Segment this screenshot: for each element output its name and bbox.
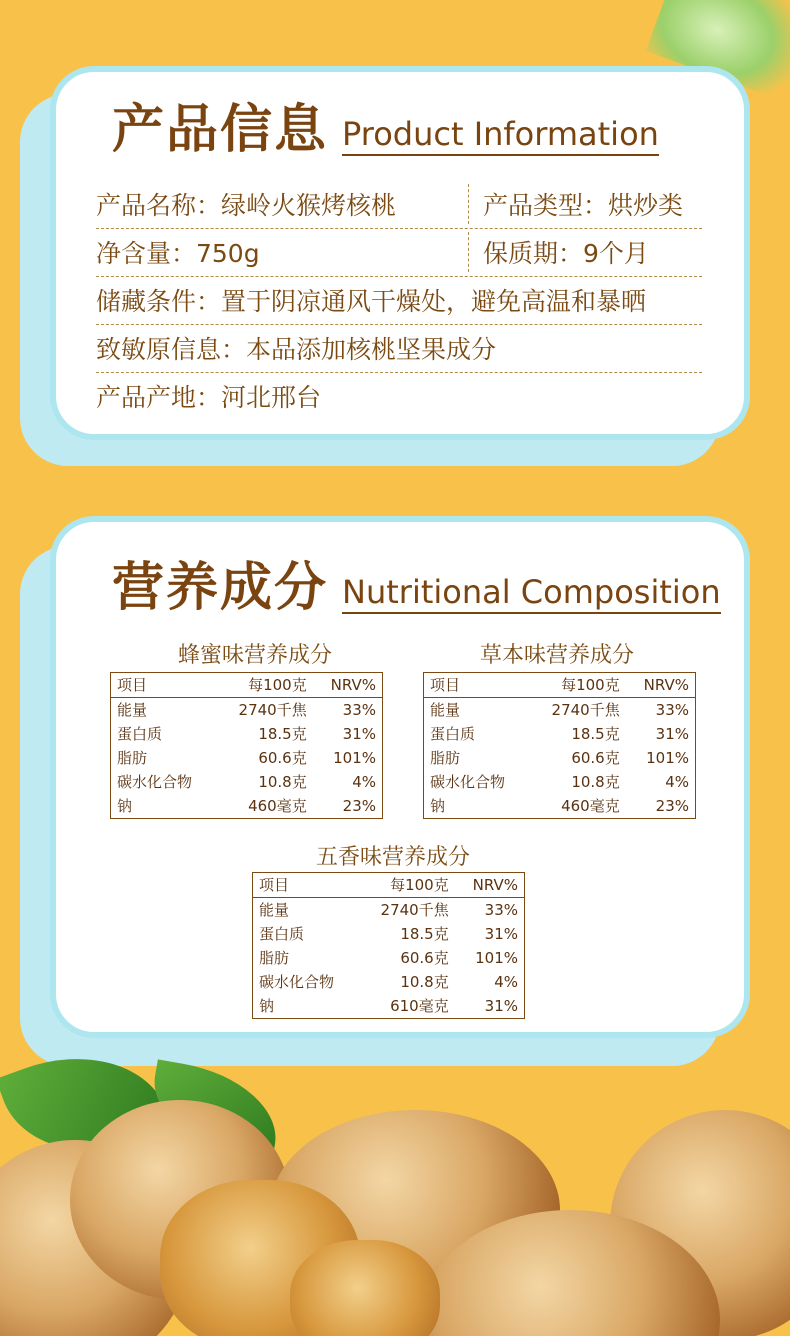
net-weight: 净含量：750g: [96, 239, 260, 268]
nutrient-amount: 10.8克: [400, 973, 449, 991]
nutrient-name: 钠: [259, 997, 275, 1015]
nutrient-nrv: 31%: [484, 925, 518, 943]
nutrition-title-cn: 营养成分: [112, 558, 329, 618]
nutrient-nrv: 4%: [352, 773, 376, 791]
nutrient-name: 脂肪: [430, 749, 461, 767]
header-per100g: 每100克: [358, 873, 455, 898]
nutrient-name: 碳水化合物: [430, 773, 506, 791]
nutrient-amount: 60.6克: [400, 949, 449, 967]
nutrient-name: 能量: [259, 901, 290, 919]
nutrient-amount: 18.5克: [571, 725, 620, 743]
nutrient-amount: 10.8克: [258, 773, 307, 791]
shelf-life: 保质期：9个月: [483, 239, 649, 268]
nutrient-name: 能量: [117, 701, 148, 719]
header-item: 项目: [253, 873, 359, 898]
nutrient-nrv: 33%: [342, 701, 376, 719]
walnut-illustration: [0, 1040, 790, 1336]
nutrient-name: 碳水化合物: [259, 973, 335, 991]
nutrient-nrv: 31%: [342, 725, 376, 743]
nutrient-nrv: 101%: [475, 949, 518, 967]
spiced-flavor-title: 五香味营养成分: [315, 845, 470, 870]
herbal-flavor-title: 草本味营养成分: [479, 643, 634, 668]
nutrient-nrv: 101%: [646, 749, 689, 767]
header-per100g: 每100克: [216, 673, 313, 698]
nutrient-nrv: 31%: [655, 725, 689, 743]
nutrient-nrv: 31%: [484, 997, 518, 1015]
nutrient-nrv: 23%: [342, 797, 376, 815]
nutrient-name: 蛋白质: [430, 725, 476, 743]
nutrient-nrv: 4%: [665, 773, 689, 791]
table-row: [424, 746, 696, 770]
table-row: [111, 770, 383, 794]
spiced-nutrition-table: [252, 872, 525, 1019]
herbal-nutrition-table: [423, 672, 696, 819]
nutrient-nrv: 4%: [494, 973, 518, 991]
product-info-title-en: Product Information: [342, 117, 659, 156]
info-divider: [468, 232, 469, 272]
nutrition-heading: [112, 558, 721, 618]
nutrient-name: 钠: [430, 797, 446, 815]
product-info-title-cn: 产品信息: [112, 100, 329, 160]
nutrient-nrv: 33%: [655, 701, 689, 719]
table-row: [253, 970, 525, 994]
table-row: [111, 722, 383, 746]
header-item: 项目: [424, 673, 530, 698]
nutrient-amount: 460毫克: [561, 797, 620, 815]
nutrient-name: 脂肪: [259, 949, 290, 967]
table-header-row: [424, 673, 696, 698]
info-divider: [468, 184, 469, 224]
table-row: [253, 994, 525, 1019]
info-row-origin: [96, 372, 702, 420]
nutrient-amount: 610毫克: [390, 997, 449, 1015]
info-row-storage: [96, 276, 702, 325]
honey-nutrition-table: [110, 672, 383, 819]
header-nrv: NRV%: [313, 673, 383, 698]
table-row: [424, 794, 696, 819]
nutrient-name: 能量: [430, 701, 461, 719]
table-row: [111, 746, 383, 770]
nutrient-amount: 10.8克: [571, 773, 620, 791]
header-nrv: NRV%: [626, 673, 696, 698]
table-row: [111, 698, 383, 723]
nutrient-nrv: 33%: [484, 901, 518, 919]
table-header-row: [253, 873, 525, 898]
table-header-row: [111, 673, 383, 698]
nutrient-name: 脂肪: [117, 749, 148, 767]
table-row: [424, 770, 696, 794]
table-row: [424, 698, 696, 723]
info-row-name-type: [96, 180, 702, 229]
nutrient-nrv: 23%: [655, 797, 689, 815]
nutrient-amount: 2740千焦: [551, 701, 620, 719]
storage-conditions: 储藏条件：置于阴凉通风干燥处，避免高温和暴晒: [96, 287, 647, 316]
nutrient-amount: 2740千焦: [380, 901, 449, 919]
honey-flavor-title: 蜂蜜味营养成分: [177, 643, 332, 668]
header-item: 项目: [111, 673, 217, 698]
nutrient-amount: 2740千焦: [238, 701, 307, 719]
nutrient-amount: 460毫克: [248, 797, 307, 815]
table-row: [253, 898, 525, 923]
table-row: [253, 922, 525, 946]
nutrient-amount: 60.6克: [571, 749, 620, 767]
nutrient-name: 蛋白质: [117, 725, 163, 743]
walnut-kernel: [290, 1240, 440, 1336]
product-type: 产品类型：烘炒类: [483, 191, 684, 220]
nutrient-amount: 18.5克: [258, 725, 307, 743]
allergen-info: 致敏原信息：本品添加核桃坚果成分: [96, 335, 497, 364]
header-per100g: 每100克: [529, 673, 626, 698]
info-row-weight-shelf: [96, 228, 702, 277]
header-nrv: NRV%: [455, 873, 525, 898]
nutrient-name: 蛋白质: [259, 925, 305, 943]
product-name: 产品名称：绿岭火猴烤核桃: [96, 191, 397, 220]
product-origin: 产品产地：河北邢台: [96, 383, 322, 412]
table-row: [424, 722, 696, 746]
nutrient-amount: 60.6克: [258, 749, 307, 767]
nutrient-name: 钠: [117, 797, 133, 815]
nutrient-nrv: 101%: [333, 749, 376, 767]
nutrient-amount: 18.5克: [400, 925, 449, 943]
table-row: [253, 946, 525, 970]
nutrition-title-en: Nutritional Composition: [342, 575, 721, 614]
nutrient-name: 碳水化合物: [117, 773, 193, 791]
table-row: [111, 794, 383, 819]
product-info-heading: [112, 100, 659, 160]
info-row-allergen: [96, 324, 702, 373]
